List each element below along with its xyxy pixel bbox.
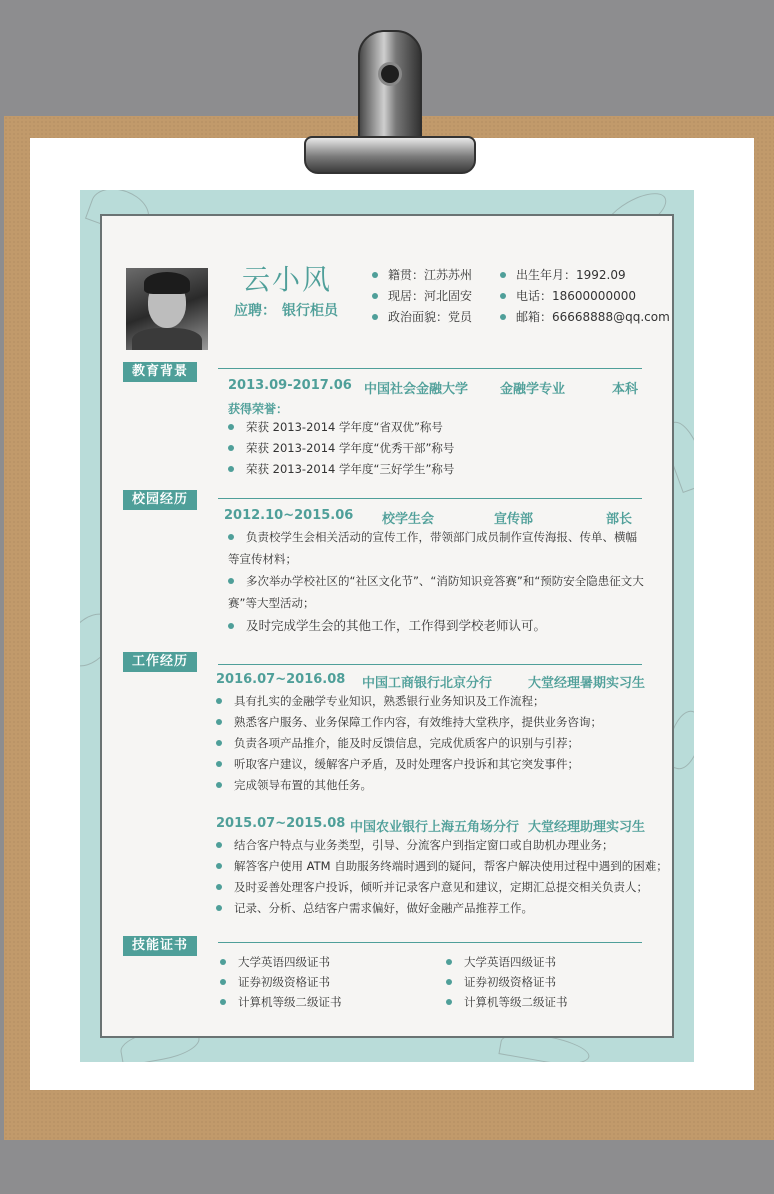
section-education-title: 教育背景 xyxy=(123,362,197,382)
binder-clip-icon xyxy=(304,22,476,176)
list-item: 及时妥善处理客户投诉，倾听并记录客户意见和建议，定期汇总提交相关负责人； xyxy=(216,879,648,895)
list-item: 大学英语四级证书 xyxy=(220,954,330,970)
candidate-name: 云小风 xyxy=(242,263,333,296)
info-birth: 出生年月：1992.09 xyxy=(500,266,626,283)
list-item: 多次举办学校社区的“社区文化节”、“消防知识竞答赛”和“预防安全隐患征文大赛”等大型活动； xyxy=(228,574,644,610)
apply-position: 应聘： 银行柜员 xyxy=(234,303,338,319)
divider xyxy=(218,942,642,943)
list-item: 负责各项产品推介，能及时反馈信息，完成优质客户的识别与引荐； xyxy=(216,735,579,751)
divider xyxy=(218,664,642,665)
list-item: 负责校学生会相关活动的宣传工作，带领部门成员制作宣传海报、传单、横幅等宣传材料； xyxy=(228,530,637,566)
resume-sheet: 云小风 应聘： 银行柜员 籍贯：江苏苏州 现居：河北固安 政治面貌：党员 出生年月：1992.09 电话：18600000000 邮箱：66668888@qq.com 教育背景 2013.09-2017.06 中国社会金融大学 金融学专业 本科 获得荣誉： 荣获 2013-2014 学年度“省双优”称号 荣获 2013-2014 学年度“优秀干部”称号 荣获 2013-2014 学年度“三好学生”称号 校园经历 2012.10~2015.06 校学生会 宣传部 部长 负责校学生会相关活动的宣传工作，带领部门成员制作宣传海报、传单、横幅等宣传材料； 多次举办学校社区的“社区文化节”、“消防知识竞答赛”和“预防安全隐患征文大赛”等大型活动； 及时完成学生会的其他工作，工作得到学校老师认可。 工作经历 2016.07~2016.08 中国工商银行北京分行 大堂经理暑期实习生 具有扎实的金融学专业知识，熟悉银行业务知识及工作流程； 熟悉客户服务、业务保障工作内容，有效维持大堂秩序，提供业务咨询； 负责各项产品推介，能及时反馈信息，完成优质客户的识别与引荐； 听取客户建议，缓解客户矛盾，及时处理客户投诉和其它突发事件； 完成领导布置的其他任务。 2015.07~2015.08 中国农业银行上海五角场分行 大堂经理助理实习生 结合客户特点与业务类型，引导、分流客户到指定窗口或自助机办理业务； 解答客户使用 ATM 自助服务终端时遇到的疑问，帮客户解决使用过程中遇到的困难； 及时妥善处理客户投诉，倾听并记录客户意见和建议，定期汇总提交相关负责人； 记录、分析、总结客户需求偏好，做好金融产品推荐工作。 技能证书 大学英语四级证书 证券初级资格证书 计算机等级二级证书 大学英语四级证书 证券初级资格证书 计算机等级二级证书 xyxy=(100,214,674,1038)
info-political: 政治面貌：党员 xyxy=(372,308,472,325)
honors-title: 获得荣誉： xyxy=(228,402,289,416)
info-phone: 电话：18600000000 xyxy=(500,287,636,304)
list-item: 完成领导布置的其他任务。 xyxy=(216,777,372,793)
list-item: 及时完成学生会的其他工作，工作得到学校老师认可。 xyxy=(228,616,546,634)
list-item: 记录、分析、总结客户需求偏好，做好金融产品推荐工作。 xyxy=(216,900,533,916)
list-item: 解答客户使用 ATM 自助服务终端时遇到的疑问，帮客户解决使用过程中遇到的困难； xyxy=(216,858,668,874)
list-item: 具有扎实的金融学专业知识，熟悉银行业务知识及工作流程； xyxy=(216,693,545,709)
section-skills-title: 技能证书 xyxy=(123,936,197,956)
section-work-title: 工作经历 xyxy=(123,652,197,672)
info-origin: 籍贯：江苏苏州 xyxy=(372,266,472,283)
divider xyxy=(218,368,642,369)
section-campus-title: 校园经历 xyxy=(123,490,197,510)
list-item: 证券初级资格证书 xyxy=(220,974,330,990)
info-residence: 现居：河北固安 xyxy=(372,287,472,304)
divider xyxy=(218,498,642,499)
list-item: 计算机等级二级证书 xyxy=(220,994,342,1010)
list-item: 大学英语四级证书 xyxy=(446,954,556,970)
profile-photo xyxy=(126,268,208,350)
list-item: 计算机等级二级证书 xyxy=(446,994,568,1010)
list-item: 熟悉客户服务、业务保障工作内容，有效维持大堂秩序，提供业务咨询； xyxy=(216,714,602,730)
list-item: 结合客户特点与业务类型，引导、分流客户到指定窗口或自助机办理业务； xyxy=(216,837,614,853)
list-item: 证券初级资格证书 xyxy=(446,974,556,990)
info-email: 邮箱：66668888@qq.com xyxy=(500,308,670,325)
list-item: 荣获 2013-2014 学年度“优秀干部”称号 xyxy=(228,440,454,456)
list-item: 荣获 2013-2014 学年度“三好学生”称号 xyxy=(228,461,454,477)
list-item: 荣获 2013-2014 学年度“省双优”称号 xyxy=(228,419,443,435)
floral-frame xyxy=(80,190,694,1062)
list-item: 听取客户建议，缓解客户矛盾，及时处理客户投诉和其它突发事件； xyxy=(216,756,579,772)
